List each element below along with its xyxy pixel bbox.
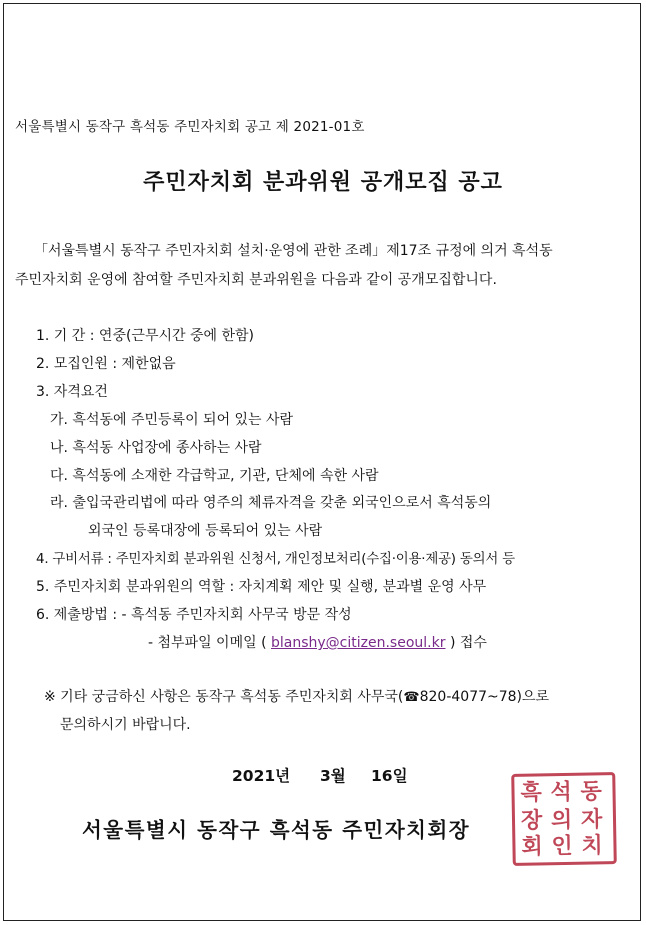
item-role: 5. 주민자치회 분과위원의 역할 : 자치계획 제안 및 실행, 분과별 운영 사무	[36, 579, 487, 595]
seal-char: 장	[520, 808, 543, 834]
intro-line-2: 주민자치회 운영에 참여할 주민자치회 분과위원을 다음과 같이 공개모집합니다.	[15, 272, 497, 288]
item-submit-email	[148, 632, 487, 652]
qualification-d-line-1: 라. 출입국관리법에 따라 영주의 체류자격을 갖춘 외국인으로서 흑석동의	[50, 495, 492, 511]
qualification-b: 나. 흑석동 사업장에 종사하는 사람	[50, 440, 262, 456]
qualification-c: 다. 흑석동에 소재한 각급학교, 기관, 단체에 속한 사람	[50, 468, 379, 484]
item-documents: 4. 구비서류 : 주민자치회 분과위원 신청서, 개인정보처리(수집·이용·제공) 동의서 등	[36, 552, 515, 567]
item-recruit: 2. 모집인원 : 제한없음	[36, 356, 176, 372]
seal-char: 회	[521, 834, 543, 860]
seal-char: 흑	[520, 780, 543, 806]
date-year: 2021년	[232, 767, 291, 785]
seal-char: 치	[581, 833, 603, 859]
item-submit-visit: 6. 제출방법 : - 흑석동 주민자치회 사무국 방문 작성	[36, 607, 352, 623]
date-day: 16일	[371, 767, 408, 785]
seal-char: 석	[550, 779, 573, 806]
email-link[interactable]: blanshy@citizen.seoul.kr	[271, 635, 446, 651]
seal-char: 의	[550, 807, 573, 834]
seal-char: 자	[580, 807, 603, 833]
contact-suffix: 820-4077~78)으로	[419, 689, 550, 705]
submit-email-prefix: - 첨부파일 이메일 (	[148, 635, 267, 651]
item-period: 1. 기 간 : 연중(근무시간 중에 한함)	[36, 328, 254, 344]
date-month: 3월	[320, 767, 346, 785]
qualification-d-line-2: 외국인 등록대장에 등록되어 있는 사람	[88, 523, 323, 539]
issuer-name: 서울특별시 동작구 흑석동 주민자치회장	[82, 818, 471, 842]
page-title: 주민자치회 분과위원 공개모집 공고	[143, 170, 503, 195]
qualification-a: 가. 흑석동에 주민등록이 되어 있는 사람	[50, 412, 294, 428]
seal-char: 인	[551, 833, 573, 860]
contact-line-2: 문의하시기 바랍니다.	[60, 717, 191, 733]
official-seal	[511, 772, 617, 866]
submit-email-suffix: ) 접수	[449, 635, 487, 651]
intro-line-1: 「서울특별시 동작구 주민자치회 설치·운영에 관한 조례」제17조 규정에 의거 흑석동	[34, 243, 553, 259]
contact-prefix: ※ 기타 궁금하신 사항은 동작구 흑석동 주민자치회 사무국(	[44, 689, 404, 705]
item-qualification-title: 3. 자격요건	[36, 384, 108, 400]
contact-line-1	[44, 686, 549, 706]
notice-number: 서울특별시 동작구 흑석동 주민자치회 공고 제 2021-01호	[15, 119, 365, 135]
phone-icon: ☎	[403, 690, 420, 705]
seal-char: 동	[580, 779, 603, 805]
